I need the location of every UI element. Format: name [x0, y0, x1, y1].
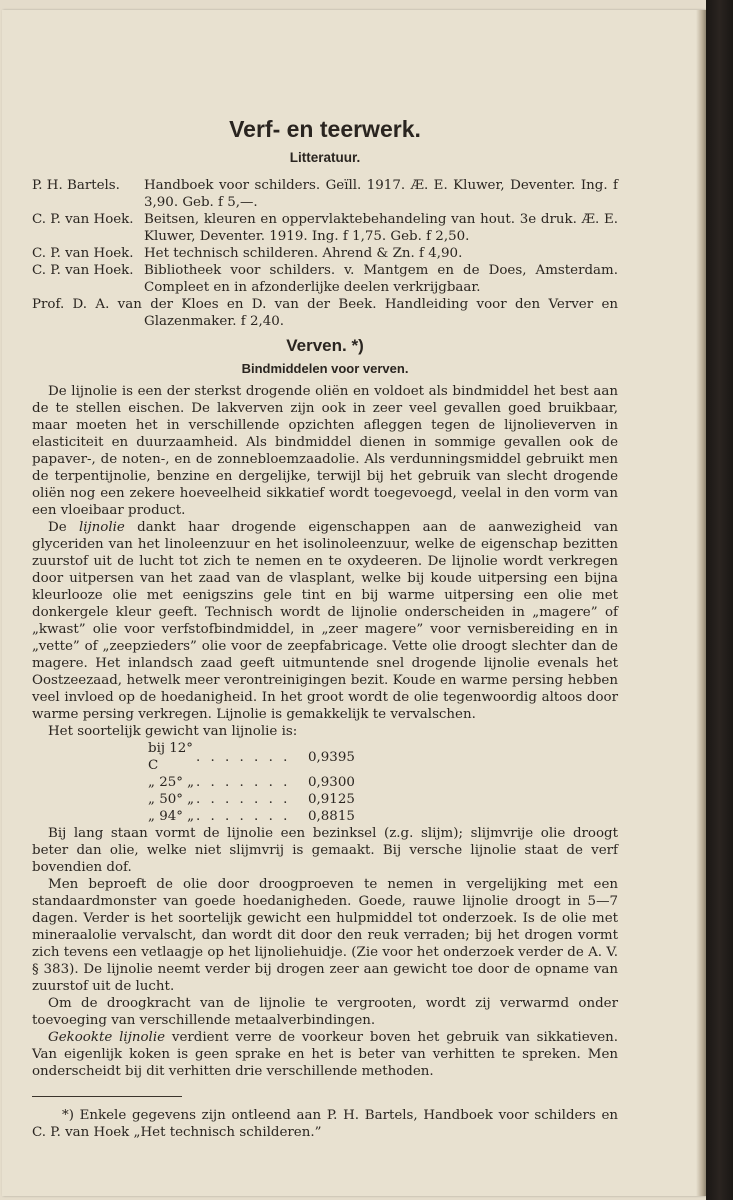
paragraph-2-italic: lijnolie [78, 520, 125, 535]
paragraph-4: Men beproeft de olie door droogproeven te nemen in vergelijking met een standaardmonster van goede hoedanigheden. Goede, rauwe lijnolie droogt in 5—7 dagen. Verder is het soortelijk gewicht een hulpmiddel tot onderzoek. Is de olie met mineraalolie vervalscht, dan wordt dit door den reuk verraden; bij het drogen vormt zich tevens een vetlaagje op het lijnoliehuidje. (Zie voor het onderzoek verder de A. V. § 383). De lijnolie neemt verder bij drogen zeer aan gewicht toe door de opname van zuurstof uit de lucht. [32, 877, 618, 994]
literature-author: P. H. Bartels. [32, 178, 120, 193]
paragraph-6-italic: Gekookte lijnolie [48, 1030, 166, 1045]
literature-item [32, 245, 618, 262]
subsection-heading: Bindmiddelen voor verven. [241, 361, 409, 376]
gravity-value: 0,9395 [308, 749, 355, 765]
page-edge [696, 10, 706, 1196]
paragraph-6-rest: verdient verre de voorkeur boven het gebruik van sikkatieven. Van eigenlijk koken is geen sprake en het is beter van verhitten te spreken. Men onderscheidt bij dit verhitten drie verschillende methoden. [32, 1030, 619, 1079]
page-content [32, 115, 618, 1141]
literature-item [32, 211, 618, 245]
literature-entry: Handboek voor schilders. Geïll. 1917. Æ. E. Kluwer, Deventer. Ing. f 3,90. Geb. f 5,—. [144, 178, 618, 210]
literature-author: C. P. van Hoek. [32, 263, 134, 278]
gravity-temp: „ 94° „ [148, 809, 195, 824]
gravity-dots: . . . . . . . [196, 749, 291, 765]
literature-entry: Beitsen, kleuren en oppervlaktebehandeling van hout. 3e druk. Æ. E. Kluwer, Deventer. 1919. Ing. f 1,75. Geb. f 2,50. [144, 212, 618, 244]
paragraph-1: De lijnolie is een der sterkst drogende oliën en voldoet als bindmiddel het best aan de te stellen eischen. De lakverven zijn ook in zeer veel gevallen goed bruikbaar, maar moeten het in verschillende opzichten afleggen tegen de lijnolieverven in elasticiteit en duurzaamheid. Als bindmiddel dienen in sommige gevallen ook de papaver-, de noten-, en de zonnebloemzaadolie. Als verdunningsmiddel gebruikt men de terpentijnolie, benzine en dergelijke, terwijl bij het gebruik van slecht drogende oliën nog een zekere hoeveelheid sikkatief wordt toegevoegd, veelal in den vorm van een vloeibaar product. [32, 384, 618, 518]
gravity-dots: . . . . . . . [196, 792, 291, 807]
literature-author: C. P. van Hoek. [32, 246, 134, 261]
gravity-temp: bij 12° C [148, 741, 193, 773]
paragraph-3: Bij lang staan vormt de lijnolie een bezinksel (z.g. slijm); slijmvrije olie droogt beter dan olie, welke niet slijmvrij is gemaakt. Bij versche lijnolie staat de verf bovendien dof. [32, 826, 618, 875]
table-row [148, 791, 355, 808]
gravity-intro: Het soortelijk gewicht van lijnolie is: [48, 724, 298, 739]
paragraph-2 [32, 519, 618, 723]
literature-author: C. P. van Hoek. [32, 212, 134, 227]
literature-item [32, 177, 618, 211]
section-heading: Verven. *) [286, 336, 364, 355]
literature-item [32, 262, 618, 296]
table-row [148, 740, 355, 774]
gravity-dots: . . . . . . . [196, 809, 291, 824]
gravity-value: 0,8815 [308, 809, 355, 824]
footnote: *) Enkele gegevens zijn ontleend aan P. H. Bartels, Handboek voor schilders en C. P. van Hoek „Het technisch schilderen.” [32, 1108, 618, 1140]
paragraph-5: Om de droogkracht van de lijnolie te vergrooten, wordt zij verwarmd onder toevoeging van verschillende metaalverbindingen. [32, 996, 618, 1028]
table-row [148, 808, 355, 825]
literature-item-last: Prof. D. A. van der Kloes en D. van der Beek. Handleiding voor den Verver en Glazenmaker. f 2,40. [32, 297, 618, 329]
paragraph-2-rest: dankt haar drogende eigenschappen aan de aanwezigheid van glyceriden van het linoleenzuur en het isolinoleenzuur, welke de eigenschap bezitten zuurstof uit de lucht tot zich te nemen en te oxydeeren. De lijnolie wordt verkregen door uitpersen van het zaad van de vlasplant, welke bij koude uitpersing een bijna kleurlooze olie met eenigszins gele tint en bij warme uitpersing een olie met donkergele kleur geeft. Technisch wordt de lijnolie onderscheiden in „magere” of „kwast” olie voor verfstofbindmiddel, in „zeer magere” voor vernisbereiding en in „vette” of „zeepzieders” olie voor de zeepfabricage. Vette olie droogt slechter dan de magere. Het inlandsch zaad geeft uitmuntende snel drogende lijnolie evenals het Oostzeezaad, hetwelk meer verontreinigingen bezit. Koude en warme persing hebben veel invloed op de hoedanigheid. In het groot wordt de olie tegenwoordig altoos door warme persing verkregen. Lijnolie is gemakkelijk te vervalschen. [32, 520, 619, 722]
gravity-value: 0,9125 [308, 792, 355, 807]
paragraph-2-start: De [48, 520, 79, 535]
gravity-table [148, 740, 355, 825]
table-row [148, 774, 355, 791]
literature-heading: Litteratuur. [289, 150, 361, 165]
gravity-temp: „ 50° „ [148, 792, 195, 807]
footnote-divider [32, 1096, 182, 1097]
paragraph-6 [32, 1029, 618, 1080]
gravity-value: 0,9300 [308, 775, 355, 790]
book-spine [706, 0, 733, 1200]
chapter-title: Verf- en teerwerk. [229, 116, 421, 142]
gravity-dots: . . . . . . . [196, 775, 291, 790]
literature-entry: Het technisch schilderen. Ahrend & Zn. f 4,90. [144, 246, 463, 261]
literature-entry: Bibliotheek voor schilders. v. Mantgem en de Does, Amsterdam. Compleet en in afzonderlijke deelen verkrijgbaar. [144, 263, 618, 295]
gravity-temp: „ 25° „ [148, 775, 195, 790]
literature-list [32, 177, 618, 330]
